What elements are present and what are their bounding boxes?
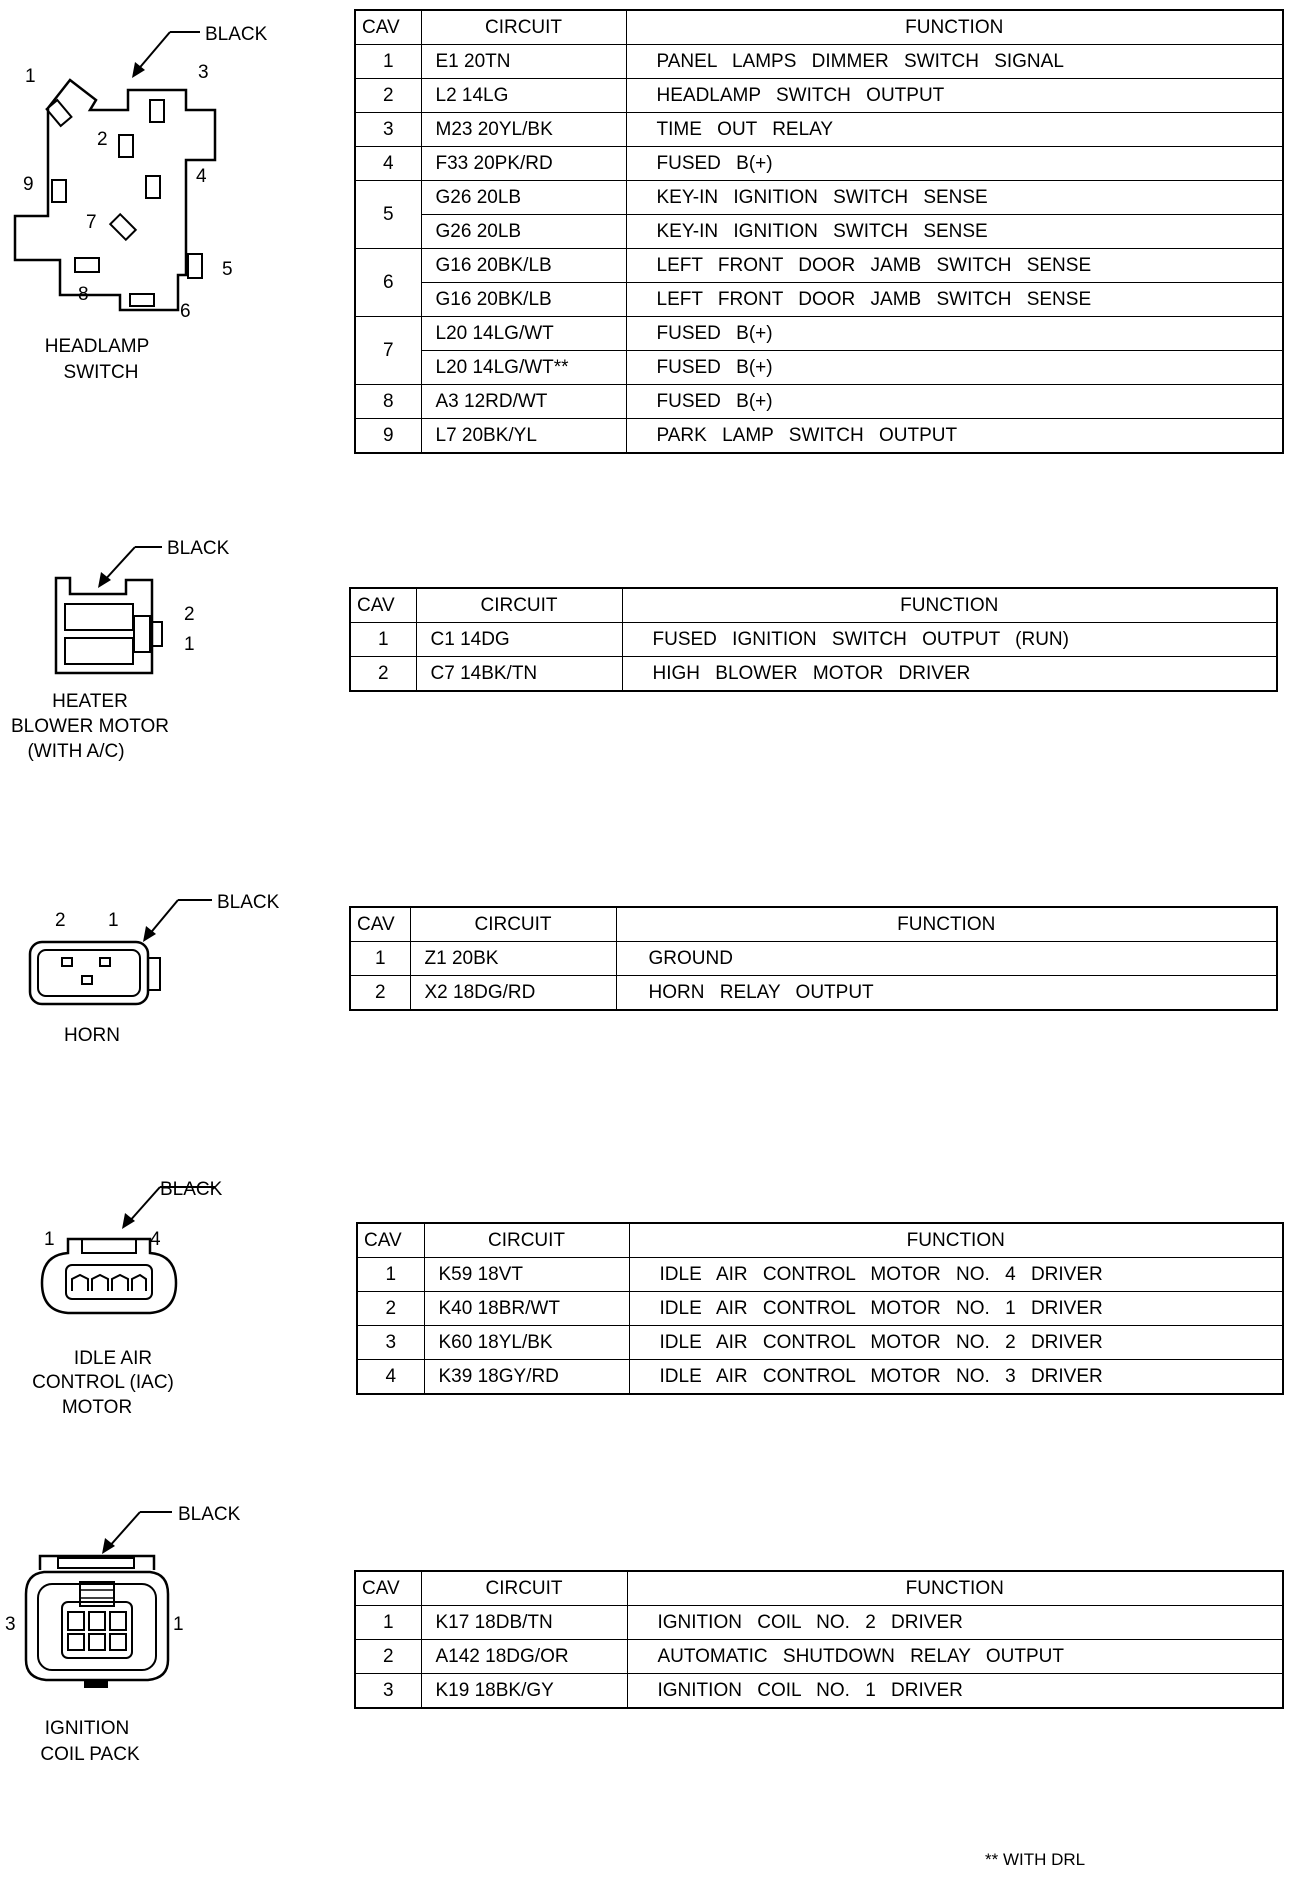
table-row — [355, 181, 1283, 215]
circuit-column-header: CIRCUIT — [416, 588, 622, 623]
table-row — [355, 351, 1283, 385]
cav-cell: 1 — [355, 45, 421, 79]
circuit-cell: L20 14LG/WT — [421, 317, 626, 351]
table-row — [355, 283, 1283, 317]
table-header-row — [357, 1223, 1283, 1258]
function-cell: FUSED B(+) — [626, 147, 1283, 181]
function-cell: IDLE AIR CONTROL MOTOR NO. 2 DRIVER — [629, 1326, 1283, 1360]
cav-column-header: CAV — [355, 1571, 421, 1606]
table-header-row — [355, 1571, 1283, 1606]
cav-cell: 1 — [355, 1606, 421, 1640]
function-cell: IDLE AIR CONTROL MOTOR NO. 3 DRIVER — [629, 1360, 1283, 1395]
table-header-row — [350, 907, 1277, 942]
function-cell: KEY-IN IGNITION SWITCH SENSE — [626, 181, 1283, 215]
function-column-header: FUNCTION — [626, 10, 1283, 45]
function-cell: HEADLAMP SWITCH OUTPUT — [626, 79, 1283, 113]
circuit-column-header: CIRCUIT — [424, 1223, 629, 1258]
circuit-cell: X2 18DG/RD — [410, 976, 616, 1011]
table-row — [355, 385, 1283, 419]
connector-name-line: IDLE AIR — [73, 1348, 153, 1369]
idle-air-control-motor-connector-diagram — [0, 1165, 300, 1425]
connector-color-label: BLACK — [217, 892, 280, 913]
circuit-column-header: CIRCUIT — [410, 907, 616, 942]
table-row — [355, 419, 1283, 454]
cav-cell: 5 — [355, 181, 421, 249]
cav-cell: 7 — [355, 317, 421, 385]
cav-cell: 1 — [350, 623, 416, 657]
pin-label-7: 7 — [86, 212, 97, 233]
heater-blower-motor-connector-icon — [0, 520, 300, 780]
function-column-header: FUNCTION — [627, 1571, 1283, 1606]
cav-cell: 4 — [355, 147, 421, 181]
table-row — [355, 317, 1283, 351]
circuit-cell: A3 12RD/WT — [421, 385, 626, 419]
function-cell: AUTOMATIC SHUTDOWN RELAY OUTPUT — [627, 1640, 1283, 1674]
table-header-row — [350, 588, 1277, 623]
pin-label-4: 4 — [150, 1229, 161, 1250]
circuit-cell: L20 14LG/WT** — [421, 351, 626, 385]
connector-name-line: CONTROL (IAC) — [32, 1372, 174, 1393]
cav-cell: 2 — [355, 1640, 421, 1674]
pin-label-3: 3 — [198, 62, 209, 83]
cav-cell: 8 — [355, 385, 421, 419]
table-row — [350, 657, 1277, 692]
cav-cell: 3 — [357, 1326, 424, 1360]
pin-label-1: 1 — [173, 1614, 184, 1635]
circuit-cell: G26 20LB — [421, 181, 626, 215]
circuit-cell: G16 20BK/LB — [421, 283, 626, 317]
circuit-cell: K60 18YL/BK — [424, 1326, 629, 1360]
connector-name-line: SWITCH — [63, 362, 139, 383]
circuit-cell: K19 18BK/GY — [421, 1674, 627, 1709]
headlamp-switch-connector-icon — [0, 10, 300, 390]
cav-column-header: CAV — [350, 907, 410, 942]
connector-name-line: MOTOR — [61, 1397, 133, 1418]
heater-blower-motor-connector-diagram — [0, 520, 300, 780]
cav-cell: 1 — [350, 942, 410, 976]
connector-name-line: HEADLAMP — [44, 336, 150, 357]
pin-label-2: 2 — [55, 910, 66, 931]
pin-label-1: 1 — [108, 910, 119, 931]
circuit-cell: K39 18GY/RD — [424, 1360, 629, 1395]
function-cell: FUSED B(+) — [626, 317, 1283, 351]
function-column-header: FUNCTION — [622, 588, 1277, 623]
cav-cell: 2 — [350, 657, 416, 692]
cav-column-header: CAV — [355, 10, 421, 45]
pin-label-3: 3 — [5, 1614, 16, 1635]
circuit-cell: F33 20PK/RD — [421, 147, 626, 181]
function-cell: IDLE AIR CONTROL MOTOR NO. 4 DRIVER — [629, 1258, 1283, 1292]
function-cell: PARK LAMP SWITCH OUTPUT — [626, 419, 1283, 454]
cav-cell: 2 — [350, 976, 410, 1011]
ignition-coil-pack-connector-diagram — [0, 1490, 300, 1780]
cav-column-header: CAV — [350, 588, 416, 623]
cav-cell: 2 — [357, 1292, 424, 1326]
circuit-cell: L7 20BK/YL — [421, 419, 626, 454]
connector-name-line: (WITH A/C) — [27, 741, 125, 762]
circuit-cell: C7 14BK/TN — [416, 657, 622, 692]
table-row — [357, 1292, 1283, 1326]
pin-label-9: 9 — [23, 174, 34, 195]
circuit-cell: K59 18VT — [424, 1258, 629, 1292]
circuit-cell: K17 18DB/TN — [421, 1606, 627, 1640]
function-cell: KEY-IN IGNITION SWITCH SENSE — [626, 215, 1283, 249]
table-row — [357, 1360, 1283, 1395]
circuit-cell: E1 20TN — [421, 45, 626, 79]
function-cell: HIGH BLOWER MOTOR DRIVER — [622, 657, 1277, 692]
connector-color-label: BLACK — [205, 24, 268, 45]
connector-color-label: BLACK — [167, 538, 230, 559]
function-cell: TIME OUT RELAY — [626, 113, 1283, 147]
pin-label-2: 2 — [97, 129, 108, 150]
circuit-cell: G16 20BK/LB — [421, 249, 626, 283]
cav-cell: 4 — [357, 1360, 424, 1395]
function-column-header: FUNCTION — [616, 907, 1277, 942]
headlamp-switch-pinout-table — [354, 9, 1284, 454]
cav-cell: 2 — [355, 79, 421, 113]
cav-cell: 1 — [357, 1258, 424, 1292]
table-row — [355, 79, 1283, 113]
pin-label-8: 8 — [78, 284, 89, 305]
horn-connector-icon — [0, 870, 300, 1070]
function-cell: HORN RELAY OUTPUT — [616, 976, 1277, 1011]
circuit-cell: Z1 20BK — [410, 942, 616, 976]
cav-cell: 6 — [355, 249, 421, 317]
table-row — [355, 249, 1283, 283]
table-row — [355, 45, 1283, 79]
ignition-coil-pack-pinout-table — [354, 1570, 1284, 1709]
table-row — [357, 1326, 1283, 1360]
table-row — [355, 1674, 1283, 1709]
cav-column-header: CAV — [357, 1223, 424, 1258]
ignition-coil-pack-connector-icon — [0, 1490, 300, 1780]
connector-name-line: IGNITION — [44, 1718, 130, 1739]
headlamp-switch-connector-diagram — [0, 10, 300, 390]
connector-name-line: COIL PACK — [40, 1744, 140, 1765]
pin-label-1: 1 — [184, 634, 195, 655]
idle-air-control-motor-connector-icon — [0, 1165, 300, 1425]
horn-pinout-table — [349, 906, 1278, 1011]
circuit-cell: M23 20YL/BK — [421, 113, 626, 147]
pin-label-2: 2 — [184, 604, 195, 625]
circuit-column-header: CIRCUIT — [421, 1571, 627, 1606]
horn-connector-diagram — [0, 870, 300, 1070]
pin-label-1: 1 — [25, 66, 36, 87]
circuit-cell: C1 14DG — [416, 623, 622, 657]
function-cell: FUSED B(+) — [626, 351, 1283, 385]
connector-name-line: HEATER — [52, 691, 128, 712]
connector-color-label: BLACK — [160, 1179, 223, 1200]
function-column-header: FUNCTION — [629, 1223, 1283, 1258]
pin-label-5: 5 — [222, 259, 233, 280]
table-row — [355, 113, 1283, 147]
function-cell: LEFT FRONT DOOR JAMB SWITCH SENSE — [626, 249, 1283, 283]
cav-cell: 3 — [355, 113, 421, 147]
table-row — [350, 976, 1277, 1011]
table-row — [355, 147, 1283, 181]
circuit-cell: G26 20LB — [421, 215, 626, 249]
circuit-cell: L2 14LG — [421, 79, 626, 113]
function-cell: IDLE AIR CONTROL MOTOR NO. 1 DRIVER — [629, 1292, 1283, 1326]
function-cell: LEFT FRONT DOOR JAMB SWITCH SENSE — [626, 283, 1283, 317]
pin-label-6: 6 — [180, 301, 191, 322]
function-cell: GROUND — [616, 942, 1277, 976]
table-row — [355, 1640, 1283, 1674]
idle-air-control-motor-pinout-table — [356, 1222, 1284, 1395]
connector-color-label: BLACK — [178, 1504, 241, 1525]
table-row — [350, 942, 1277, 976]
pin-label-4: 4 — [196, 166, 207, 187]
table-row — [355, 1606, 1283, 1640]
connector-name-line: HORN — [64, 1025, 120, 1046]
table-row — [350, 623, 1277, 657]
function-cell: FUSED B(+) — [626, 385, 1283, 419]
table-header-row — [355, 10, 1283, 45]
function-cell: FUSED IGNITION SWITCH OUTPUT (RUN) — [622, 623, 1277, 657]
function-cell: PANEL LAMPS DIMMER SWITCH SIGNAL — [626, 45, 1283, 79]
table-row — [355, 215, 1283, 249]
connector-name-line: BLOWER MOTOR — [11, 716, 169, 737]
cav-cell: 3 — [355, 1674, 421, 1709]
heater-blower-motor-pinout-table — [349, 587, 1278, 692]
cav-cell: 9 — [355, 419, 421, 454]
circuit-cell: A142 18DG/OR — [421, 1640, 627, 1674]
table-row — [357, 1258, 1283, 1292]
circuit-cell: K40 18BR/WT — [424, 1292, 629, 1326]
function-cell: IGNITION COIL NO. 1 DRIVER — [627, 1674, 1283, 1709]
pin-label-1: 1 — [44, 1229, 55, 1250]
function-cell: IGNITION COIL NO. 2 DRIVER — [627, 1606, 1283, 1640]
circuit-column-header: CIRCUIT — [421, 10, 626, 45]
footnote-with-drl: ** WITH DRL — [985, 1850, 1086, 1869]
